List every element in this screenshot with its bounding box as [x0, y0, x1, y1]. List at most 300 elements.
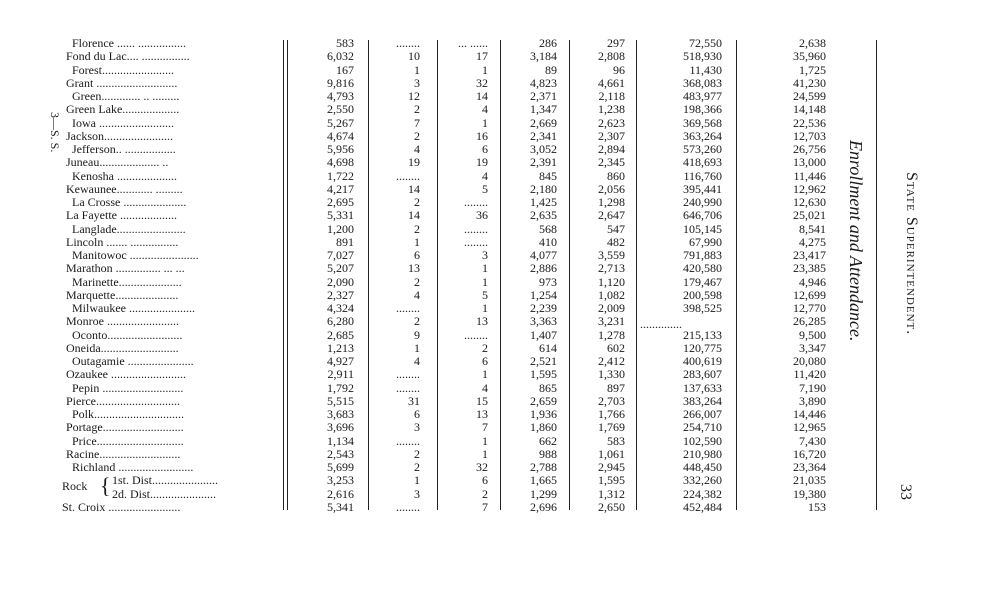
section-title: Enrollment and Attendance.	[846, 140, 866, 342]
table-cell-c3: ........	[464, 234, 488, 249]
rock-brace-icon: {	[100, 473, 111, 499]
county-name-cell: Langlade.......................	[72, 221, 186, 236]
table-cell-c3: 4	[482, 102, 488, 117]
table-cell-c2: 14	[408, 208, 420, 223]
table-cell-c2: ........	[396, 433, 420, 448]
column-rule-6	[636, 40, 637, 510]
table-cell-c2: 2	[414, 102, 420, 117]
table-cell-c4: 2,239	[530, 301, 557, 315]
column-rule-3	[437, 40, 438, 510]
table-cell-c4: 2,669	[530, 115, 557, 130]
table-cell-c2: 2	[414, 314, 420, 329]
table-cell-c4: 2,886	[530, 261, 557, 276]
table-cell-c4: 1,665	[530, 473, 557, 488]
table-cell-c7: 26,756	[793, 142, 826, 156]
table-cell-c4: 286	[539, 36, 557, 50]
table-cell-c1: 583	[336, 36, 354, 50]
table-cell-c3: 17	[476, 49, 488, 64]
table-cell-c1: 1,792	[327, 380, 354, 395]
table-cell-c1: 4,793	[327, 89, 354, 103]
table-cell-c6: 116,760	[683, 168, 722, 183]
county-name-cell: Oneida..........................	[66, 340, 179, 355]
table-cell-c6: 120,775	[683, 340, 722, 355]
table-cell-c2: 1	[414, 473, 420, 488]
county-name-cell: Pepin ...........................	[72, 380, 184, 395]
table-cell-c2: 3	[414, 420, 420, 435]
county-name-cell: Iowa .........................	[72, 115, 174, 130]
table-cell-c5: 1,312	[598, 486, 625, 501]
table-cell-c5: 2,118	[598, 89, 625, 103]
table-cell-c3: 16	[476, 128, 488, 143]
county-name-cell: 2d. Dist......................	[112, 486, 217, 501]
table-cell-c6: 418,693	[683, 155, 722, 170]
county-name-cell: Lincoln ....... ................	[66, 234, 179, 249]
table-cell-c6: 518,930	[683, 49, 722, 64]
table-cell-c2: ........	[396, 36, 420, 50]
table-cell-c4: 2,180	[530, 181, 557, 196]
table-cell-c1: 3,253	[327, 473, 354, 488]
table-cell-c3: 14	[476, 89, 488, 103]
table-cell-c7: 14,446	[793, 407, 826, 421]
table-cell-c5: 860	[607, 168, 625, 183]
table-cell-c2: 1	[414, 62, 420, 77]
table-cell-c7: 1,725	[799, 62, 826, 77]
table-cell-c2: 4	[414, 142, 420, 156]
table-cell-c6: 215,133	[683, 327, 722, 342]
table-cell-c3: 32	[476, 460, 488, 474]
table-cell-c2: 19	[408, 155, 420, 170]
table-cell-c7: 12,962	[793, 181, 826, 196]
table-cell-c7: 7,430	[799, 433, 826, 448]
table-cell-c3: 1	[482, 115, 488, 130]
table-cell-c3: 1	[482, 433, 488, 448]
table-cell-c2: 2	[414, 221, 420, 236]
table-cell-c3: ... ......	[458, 36, 488, 50]
table-cell-c3: 4	[482, 380, 488, 395]
column-rule-7	[736, 40, 737, 510]
table-cell-c4: 2,788	[530, 460, 557, 474]
table-cell-c5: 4,661	[598, 75, 625, 90]
table-cell-c6: 283,607	[683, 367, 722, 382]
table-cell-c1: 1,213	[327, 340, 354, 355]
table-cell-c6: 266,007	[683, 407, 722, 421]
table-cell-c6: 646,706	[683, 208, 722, 223]
county-name-cell: Portage...........................	[66, 420, 184, 435]
table-cell-c5: 1,766	[598, 407, 625, 421]
table-cell-c7: 23,385	[793, 261, 826, 276]
table-cell-c6: 483,977	[683, 89, 722, 103]
table-cell-c6: 368,083	[683, 75, 722, 90]
table-cell-c3: 13	[476, 314, 488, 329]
county-name-cell: Jackson.......................	[66, 128, 173, 143]
county-name-cell: Ozaukee .........................	[66, 367, 186, 382]
table-cell-c7: 23,364	[793, 460, 826, 474]
table-cell-c1: 2,911	[327, 367, 354, 382]
table-cell-c1: 5,956	[327, 142, 354, 156]
table-cell-c2: ........	[396, 367, 420, 382]
table-cell-c4: 988	[539, 446, 557, 461]
table-cell-c1: 7,027	[327, 248, 354, 262]
table-cell-c4: 1,299	[530, 486, 557, 501]
table-cell-c3: 6	[482, 473, 488, 488]
table-cell-c2: 6	[414, 407, 420, 421]
table-cell-c5: 2,894	[598, 142, 625, 156]
table-cell-c1: 2,616	[327, 486, 354, 501]
table-cell-c7: 13,000	[793, 155, 826, 170]
table-cell-c6: 383,264	[683, 393, 722, 408]
county-name-cell: Milwaukee ......................	[72, 301, 195, 315]
table-cell-c5: 2,412	[598, 354, 625, 368]
table-cell-c6: 420,580	[683, 261, 722, 276]
table-cell-c7: 4,275	[799, 234, 826, 249]
table-cell-c4: 1,860	[530, 420, 557, 435]
table-cell-c5: 1,061	[598, 446, 625, 461]
table-cell-c7: 11,446	[793, 168, 826, 183]
rock-county-label: Rock	[62, 479, 88, 494]
table-cell-c5: 2,345	[598, 155, 625, 170]
table-cell-c4: 3,363	[530, 314, 557, 329]
table-cell-c7: 9,500	[799, 327, 826, 342]
table-cell-c7: 2,638	[799, 36, 826, 50]
table-cell-c6: 137,633	[683, 380, 722, 395]
table-cell-c3: ........	[464, 327, 488, 342]
table-cell-c5: 297	[607, 36, 625, 50]
table-cell-c1: 4,698	[327, 155, 354, 170]
table-cell-c5: 1,595	[598, 473, 625, 488]
table-cell-c2: 6	[414, 248, 420, 262]
table-cell-c4: 1,407	[530, 327, 557, 342]
table-cell-c7: 14,148	[793, 102, 826, 117]
table-cell-c5: 3,559	[598, 248, 625, 262]
table-cell-c6: 452,484	[683, 499, 722, 514]
table-cell-c2: 9	[414, 327, 420, 342]
table-cell-c2: 4	[414, 354, 420, 368]
table-cell-c4: 1,425	[530, 195, 557, 209]
table-cell-c7: 25,021	[793, 208, 826, 223]
table-cell-c6: 791,883	[683, 248, 722, 262]
table-cell-c1: 5,341	[327, 499, 354, 514]
county-name-cell: Outagamie ......................	[72, 354, 194, 368]
table-cell-c3: 1	[482, 446, 488, 461]
table-cell-c5: 1,769	[598, 420, 625, 435]
table-cell-c3: 1	[482, 367, 488, 382]
table-cell-c7: 26,285	[793, 314, 826, 329]
county-name-cell: Green............. .. .........	[72, 89, 180, 103]
table-cell-c3: 2	[482, 486, 488, 501]
table-cell-c5: 897	[607, 380, 625, 395]
county-name-cell: Price.............................	[72, 433, 184, 448]
table-cell-c3: 7	[482, 499, 488, 514]
table-cell-c1: 5,331	[327, 208, 354, 223]
table-cell-c1: 5,515	[327, 393, 354, 408]
table-cell-c4: 3,052	[530, 142, 557, 156]
table-cell-c1: 3,683	[327, 407, 354, 421]
table-cell-c3: 5	[482, 287, 488, 302]
county-name-cell: Manitowoc .......................	[72, 248, 199, 262]
table-cell-c1: 891	[336, 234, 354, 249]
table-cell-c1: 4,324	[327, 301, 354, 315]
table-cell-c3: 1	[482, 261, 488, 276]
table-cell-c7: 20,080	[793, 354, 826, 368]
column-rule-4	[500, 40, 501, 510]
table-cell-c4: 614	[539, 340, 557, 355]
table-cell-c2: ........	[396, 380, 420, 395]
table-cell-c6: 363,264	[683, 128, 722, 143]
table-cell-c7: 12,770	[793, 301, 826, 315]
table-cell-c1: 5,699	[327, 460, 354, 474]
table-cell-c4: 2,391	[530, 155, 557, 170]
county-name-cell: La Crosse .....................	[72, 195, 187, 209]
county-name-cell: St. Croix ........................	[62, 499, 181, 514]
table-cell-c3: ........	[464, 221, 488, 236]
table-cell-c6: 198,366	[683, 102, 722, 117]
county-name-cell: La Fayette ...................	[66, 208, 177, 223]
table-cell-c6: 210,980	[683, 446, 722, 461]
table-cell-c1: 4,217	[327, 181, 354, 196]
column-rule-5	[569, 40, 570, 510]
table-cell-c2: 7	[414, 115, 420, 130]
table-cell-c6: 67,990	[689, 234, 722, 249]
county-name-cell: Marathon ............... ... ...	[66, 261, 185, 276]
table-cell-c3: 1	[482, 274, 488, 289]
table-cell-c3: 36	[476, 208, 488, 223]
table-cell-c7: 12,630	[793, 195, 826, 209]
table-cell-c7: 4,946	[799, 274, 826, 289]
table-cell-c5: 1,330	[598, 367, 625, 382]
county-name-cell: Marinette.....................	[72, 274, 182, 289]
signature-mark: 3—S. S.	[48, 112, 62, 153]
table-cell-c2: 4	[414, 287, 420, 302]
table-cell-c5: 1,082	[598, 287, 625, 302]
county-name-cell: Polk..............................	[72, 407, 185, 421]
table-cell-c1: 2,695	[327, 195, 354, 209]
county-name-cell: Grant ...........................	[66, 75, 178, 90]
table-cell-c4: 845	[539, 168, 557, 183]
monroe-empty-placeholder: ..............	[640, 317, 682, 332]
table-cell-c6: 224,382	[683, 486, 722, 501]
county-name-cell: Forest........................	[72, 62, 174, 77]
county-name-cell: Pierce............................	[66, 393, 180, 408]
table-cell-c2: 1	[414, 340, 420, 355]
table-cell-c7: 11,420	[793, 367, 826, 382]
table-cell-c7: 8,541	[799, 221, 826, 236]
table-cell-c4: 568	[539, 221, 557, 236]
table-cell-c5: 547	[607, 221, 625, 236]
table-cell-c1: 2,550	[327, 102, 354, 117]
table-cell-c6: 332,260	[683, 473, 722, 488]
table-cell-c5: 2,713	[598, 261, 625, 276]
county-name-cell: 1st. Dist......................	[112, 473, 219, 488]
table-cell-c1: 3,696	[327, 420, 354, 435]
table-cell-c7: 3,890	[799, 393, 826, 408]
table-cell-c4: 662	[539, 433, 557, 448]
table-cell-c1: 2,685	[327, 327, 354, 342]
running-title: State Superintendent.	[903, 172, 920, 336]
table-cell-c5: 1,238	[598, 102, 625, 117]
table-cell-c1: 2,090	[327, 274, 354, 289]
table-cell-c4: 2,696	[530, 499, 557, 514]
table-cell-c7: 16,720	[793, 446, 826, 461]
table-cell-c2: 2	[414, 460, 420, 474]
table-cell-c3: 19	[476, 155, 488, 170]
table-cell-c1: 167	[336, 62, 354, 77]
table-cell-c3: 7	[482, 420, 488, 435]
county-name-cell: Racine...........................	[66, 446, 181, 461]
table-cell-c7: 24,599	[793, 89, 826, 103]
county-name-cell: Fond du Lac.... ................	[66, 49, 190, 64]
table-cell-c3: 4	[482, 168, 488, 183]
table-cell-c4: 2,371	[530, 89, 557, 103]
table-cell-c7: 3,347	[799, 340, 826, 355]
table-cell-c7: 41,230	[793, 75, 826, 90]
table-cell-c3: 2	[482, 340, 488, 355]
table-cell-c2: 31	[408, 393, 420, 408]
table-cell-c3: 15	[476, 393, 488, 408]
table-cell-c5: 3,231	[598, 314, 625, 329]
county-name-cell: Kewaunee............ .........	[66, 181, 183, 196]
table-cell-c1: 4,927	[327, 354, 354, 368]
table-cell-c6: 179,467	[683, 274, 722, 289]
table-cell-c4: 2,635	[530, 208, 557, 223]
table-cell-c2: 3	[414, 75, 420, 90]
table-cell-c5: 2,647	[598, 208, 625, 223]
table-cell-c5: 2,808	[598, 49, 625, 64]
table-cell-c1: 2,327	[327, 287, 354, 302]
column-rule-double-2	[287, 40, 288, 510]
table-cell-c3: 32	[476, 75, 488, 90]
table-cell-c3: 3	[482, 248, 488, 262]
table-cell-c4: 2,659	[530, 393, 557, 408]
table-cell-c4: 865	[539, 380, 557, 395]
table-cell-c5: 2,703	[598, 393, 625, 408]
table-cell-c4: 410	[539, 234, 557, 249]
table-cell-c5: 602	[607, 340, 625, 355]
table-cell-c5: 1,120	[598, 274, 625, 289]
county-name-cell: Green Lake...................	[66, 102, 180, 117]
table-cell-c5: 2,945	[598, 460, 625, 474]
table-cell-c6: 369,568	[683, 115, 722, 130]
table-cell-c1: 4,674	[327, 128, 354, 143]
table-cell-c3: 1	[482, 62, 488, 77]
column-rule-2	[368, 40, 369, 510]
table-cell-c7: 22,536	[793, 115, 826, 130]
table-cell-c5: 482	[607, 234, 625, 249]
table-cell-c5: 1,298	[598, 195, 625, 209]
table-cell-c2: 14	[408, 181, 420, 196]
table-cell-c1: 1,200	[327, 221, 354, 236]
table-cell-c2: ........	[396, 301, 420, 315]
table-cell-c4: 1,936	[530, 407, 557, 421]
table-cell-c6: 448,450	[683, 460, 722, 474]
table-cell-c4: 89	[545, 62, 557, 77]
table-cell-c2: 12	[408, 89, 420, 103]
table-cell-c2: 2	[414, 195, 420, 209]
table-cell-c2: 1	[414, 234, 420, 249]
table-cell-c2: 2	[414, 128, 420, 143]
table-cell-c6: 72,550	[689, 36, 722, 50]
table-cell-c1: 6,032	[327, 49, 354, 64]
county-name-cell: Jefferson.. .................	[72, 142, 176, 156]
table-cell-c4: 2,341	[530, 128, 557, 143]
table-cell-c1: 1,722	[327, 168, 354, 183]
table-cell-c2: ........	[396, 168, 420, 183]
county-name-cell: Monroe ........................	[66, 314, 179, 329]
table-cell-c6: 395,441	[683, 181, 722, 196]
table-cell-c1: 1,134	[327, 433, 354, 448]
table-cell-c3: 5	[482, 181, 488, 196]
table-cell-c4: 1,347	[530, 102, 557, 117]
table-cell-c5: 2,056	[598, 181, 625, 196]
table-cell-c6: 200,598	[683, 287, 722, 302]
page-number: 33	[897, 484, 914, 500]
table-cell-c2: 2	[414, 274, 420, 289]
table-cell-c2: 10	[408, 49, 420, 64]
table-cell-c2: 13	[408, 261, 420, 276]
table-cell-c4: 4,823	[530, 75, 557, 90]
county-name-cell: Florence ...... ................	[72, 36, 186, 50]
table-cell-c4: 1,254	[530, 287, 557, 302]
table-cell-c5: 96	[613, 62, 625, 77]
table-cell-c6: 11,430	[689, 62, 722, 77]
table-cell-c3: 1	[482, 301, 488, 315]
table-cell-c2: 3	[414, 486, 420, 501]
table-cell-c7: 12,703	[793, 128, 826, 143]
table-cell-c3: 6	[482, 354, 488, 368]
table-cell-c6: 240,990	[683, 195, 722, 209]
right-margin-rule	[876, 40, 877, 510]
table-cell-c4: 973	[539, 274, 557, 289]
table-cell-c3: ........	[464, 195, 488, 209]
table-cell-c6: 398,525	[683, 301, 722, 315]
table-cell-c6: 400,619	[683, 354, 722, 368]
county-name-cell: Kenosha ....................	[72, 168, 177, 183]
table-cell-c7: 7,190	[799, 380, 826, 395]
table-cell-c5: 2,009	[598, 301, 625, 315]
county-name-cell: Oconto.........................	[72, 327, 183, 342]
table-cell-c7: 23,417	[793, 248, 826, 262]
county-name-cell: Juneau.................... ..	[66, 155, 169, 170]
table-cell-c4: 3,184	[530, 49, 557, 64]
table-cell-c7: 19,380	[793, 486, 826, 501]
table-cell-c4: 2,521	[530, 354, 557, 368]
table-cell-c7: 12,699	[793, 287, 826, 302]
county-name-cell: Marquette.....................	[66, 287, 179, 302]
table-cell-c3: 6	[482, 142, 488, 156]
table-cell-c5: 2,623	[598, 115, 625, 130]
table-cell-c2: 2	[414, 446, 420, 461]
table-cell-c2: ........	[396, 499, 420, 514]
table-cell-c4: 1,595	[530, 367, 557, 382]
table-cell-c1: 2,543	[327, 446, 354, 461]
column-rule-double-1	[283, 40, 284, 510]
table-cell-c4: 4,077	[530, 248, 557, 262]
table-cell-c7: 12,965	[793, 420, 826, 435]
table-cell-c1: 5,267	[327, 115, 354, 130]
table-cell-c7: 153	[808, 499, 826, 514]
table-cell-c7: 21,035	[793, 473, 826, 488]
table-cell-c6: 105,145	[683, 221, 722, 236]
table-cell-c5: 2,307	[598, 128, 625, 143]
table-cell-c1: 6,280	[327, 314, 354, 329]
table-cell-c1: 5,207	[327, 261, 354, 276]
table-cell-c7: 35,960	[793, 49, 826, 64]
table-cell-c1: 9,816	[327, 75, 354, 90]
table-cell-c5: 2,650	[598, 499, 625, 514]
table-cell-c3: 13	[476, 407, 488, 421]
county-name-cell: Richland .........................	[72, 460, 194, 474]
table-cell-c6: 254,710	[683, 420, 722, 435]
table-cell-c5: 1,278	[598, 327, 625, 342]
